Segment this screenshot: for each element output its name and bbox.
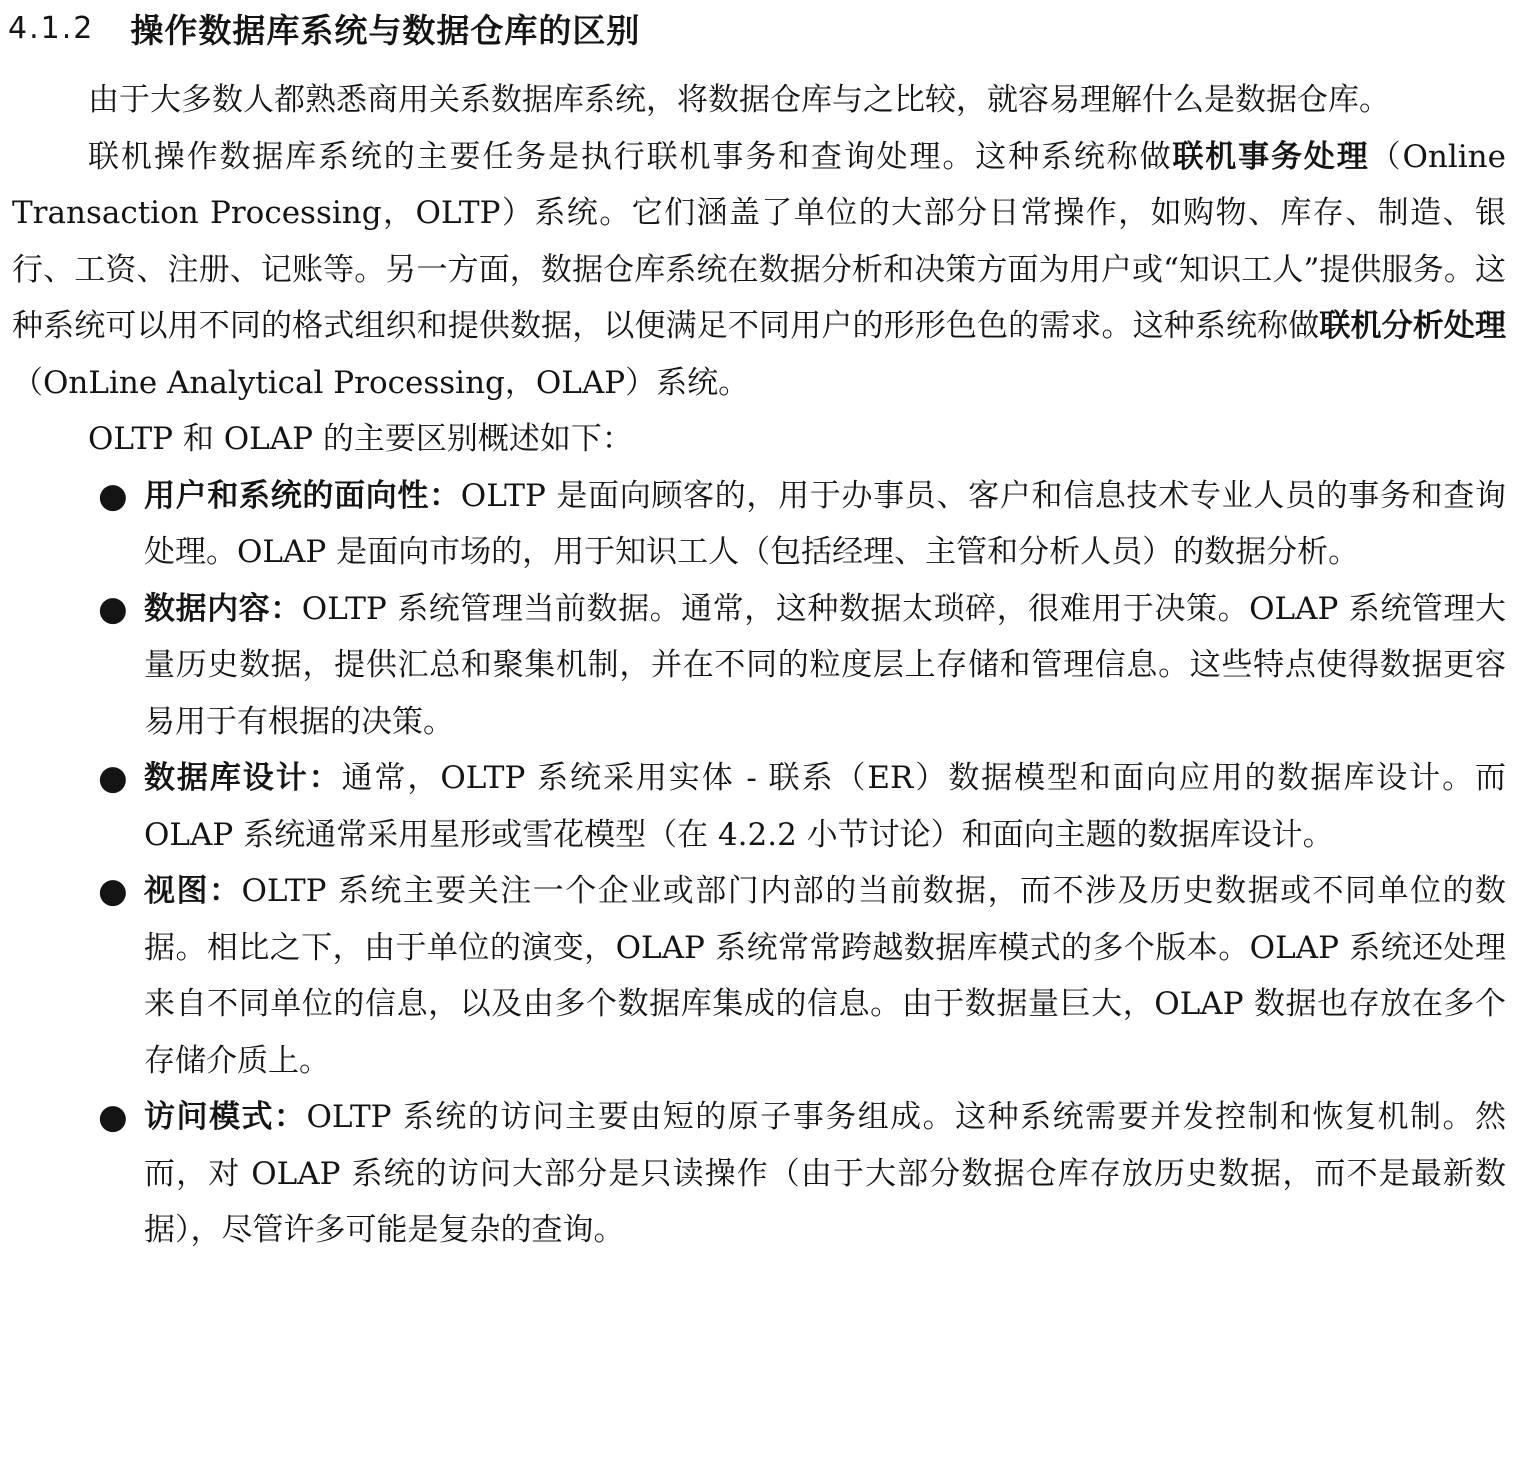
list-item-text: OLTP 系统管理当前数据。通常，这种数据太琐碎，很难用于决策。OLAP 系统管理大量历史数据，提供汇总和聚集机制，并在不同的粒度层上存储和管理信息。这些特点使得数据更容易用于有根据的决策。 bbox=[144, 590, 1507, 740]
list-item-term: 用户和系统的面向性： bbox=[144, 477, 461, 514]
difference-list bbox=[12, 468, 1506, 1259]
paragraph-summary-lead bbox=[12, 411, 1506, 468]
term-olap: 联机分析处理 bbox=[1319, 308, 1506, 344]
bullet-dot-icon: ● bbox=[98, 871, 128, 911]
bullet-dot-icon: ● bbox=[98, 475, 128, 516]
term-oltp: 联机事务处理 bbox=[1172, 138, 1370, 175]
list-item bbox=[98, 750, 1507, 863]
section-number: 4.1.2 bbox=[8, 10, 95, 46]
paragraph-text: OLTP 和 OLAP 的主要区别概述如下： bbox=[88, 421, 633, 457]
list-item-term: 视图： bbox=[144, 873, 242, 909]
section-title: 操作数据库系统与数据仓库的区别 bbox=[130, 10, 641, 50]
paragraph-text: （Online Transaction Processing，OLTP）系统。它们涵盖了单位的大部分日常操作，如购物、库存、制造、银行、工资、注册、记账等。另一方面，数据仓库系统在数据分析和决策方面为用户或“知识工人”提供服务。这种系统可以用不同的格式组织和提供数据，以便满足不同用户的形形色色的需求。这种系统称做 bbox=[12, 138, 1506, 344]
bullet-dot-icon: ● bbox=[98, 758, 128, 798]
list-item bbox=[98, 468, 1507, 581]
bullet-dot-icon: ● bbox=[98, 1097, 128, 1137]
paragraph-intro bbox=[12, 72, 1506, 129]
list-item bbox=[98, 863, 1507, 1089]
body-text bbox=[12, 72, 1506, 1259]
bullet-dot-icon: ● bbox=[98, 588, 128, 629]
list-item-text: OLTP 是面向顾客的，用于办事员、客户和信息技术专业人员的事务和查询处理。OLAP 是面向市场的，用于知识工人（包括经理、主管和分析人员）的数据分析。 bbox=[144, 477, 1507, 570]
list-item-term: 访问模式： bbox=[144, 1099, 307, 1135]
list-item-text: OLTP 系统的访问主要由短的原子事务组成。这种系统需要并发控制和恢复机制。然而，对 OLAP 系统的访问大部分是只读操作（由于大部分数据仓库存放历史数据，而不是最新数据），尽管许多可能是复杂的查询。 bbox=[144, 1099, 1507, 1248]
paragraph-text: （OnLine Analytical Processing，OLAP）系统。 bbox=[12, 364, 750, 401]
list-item-text: OLTP 系统主要关注一个企业或部门内部的当前数据，而不涉及历史数据或不同单位的数据。相比之下，由于单位的演变，OLAP 系统常常跨越数据库模式的多个版本。OLAP 系统还处理来自不同单位的信息，以及由多个数据库集成的信息。由于数据量巨大，OLAP 数据也存放在多个存储介质上。 bbox=[144, 873, 1507, 1079]
list-item-term: 数据内容： bbox=[144, 590, 302, 627]
section-heading bbox=[8, 2, 640, 54]
paragraph-text: 联机操作数据库系统的主要任务是执行联机事务和查询处理。这种系统称做 bbox=[88, 138, 1173, 175]
list-item bbox=[98, 1089, 1507, 1259]
list-item bbox=[98, 581, 1507, 751]
list-item-text: 通常，OLTP 系统采用实体 - 联系（ER）数据模型和面向应用的数据库设计。而 OLAP 系统通常采用星形或雪花模型（在 4.2.2 小节讨论）和面向主题的数据库设计。 bbox=[144, 760, 1507, 853]
list-item-term: 数据库设计： bbox=[144, 760, 342, 796]
paragraph-text: 由于大多数人都熟悉商用关系数据库系统，将数据仓库与之比较，就容易理解什么是数据仓库。 bbox=[88, 82, 1390, 118]
paragraph-oltp-olap bbox=[12, 129, 1506, 412]
